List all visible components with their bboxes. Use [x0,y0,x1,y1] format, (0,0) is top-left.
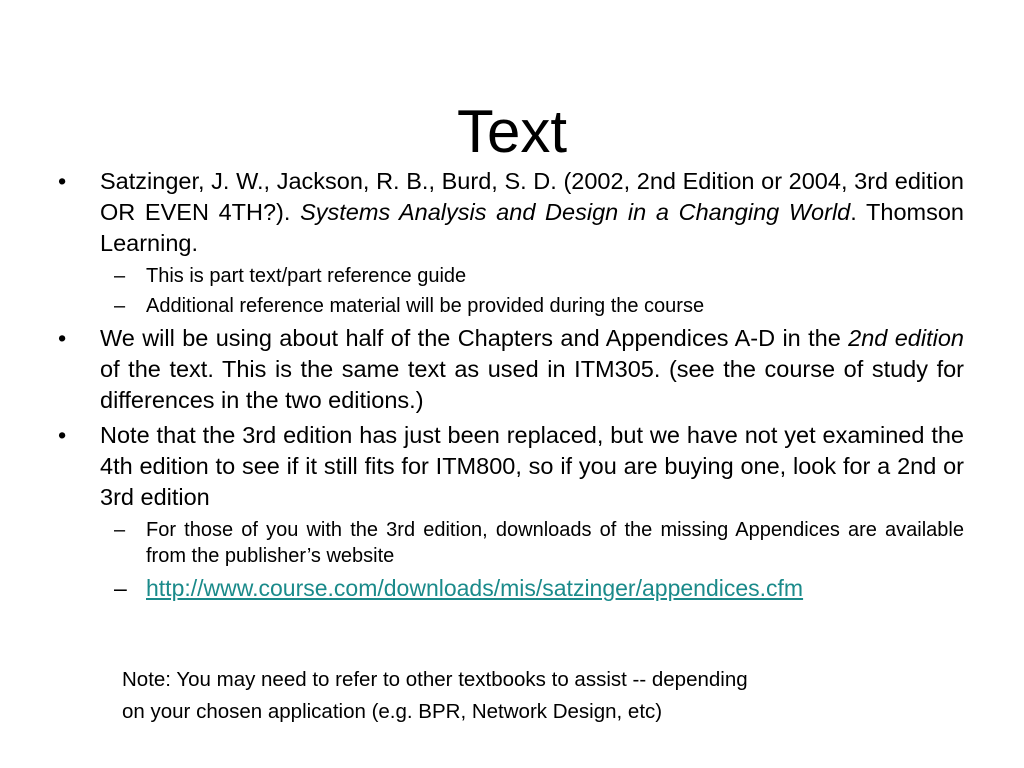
sub-item-text: Additional reference material will be provided during the course [146,295,705,317]
footnote-line: on your chosen application (e.g. BPR, Network Design, etc) [122,700,663,723]
bullet-text: of the text. This is the same text as used in ITM305. (see the course of study for differences in the two editions.) [100,356,964,413]
bullet-item-chapters [56,323,964,416]
bullet-item-textbook [56,166,964,259]
sub-item-link [100,573,964,603]
dash-icon: – [114,519,126,541]
slide-title: Text [456,98,568,165]
slide-content [56,166,964,607]
sub-item [100,263,964,289]
sub-item [100,517,964,569]
bullet-text: . Thomson Learning. [100,199,964,256]
bullet-icon: • [58,325,67,351]
sub-item [100,293,964,319]
dash-icon: – [114,295,126,317]
sub-item-text: For those of you with the 3rd edition, downloads of the missing Appendices are available from the publisher’s website [146,519,964,567]
dash-icon: – [114,265,126,287]
bullet-text: Satzinger, J. W., Jackson, R. B., Burd, S. D. (2002, 2nd Edition or 2004, 3rd edition OR EVEN 4TH?). [100,168,964,225]
bullet-icon: • [58,168,67,194]
book-title: Systems Analysis and Design in a Changing World [300,199,851,225]
edition-italic: 2nd edition [848,325,964,351]
bullet-text: We will be using about half of the Chapters and Appendices A-D in the [100,325,849,351]
appendices-link[interactable]: http://www.course.com/downloads/mis/satzinger/appendices.cfm [146,575,804,601]
footnote [122,664,942,728]
footnote-line: Note: You may need to refer to other textbooks to assist -- depending [122,668,748,691]
bullet-text: Note that the 3rd edition has just been replaced, but we have not yet examined the 4th edition to see if it still fits for ITM800, so if you are buying one, look for a 2nd or 3rd edition [100,422,964,510]
sub-item-text: This is part text/part reference guide [146,265,467,287]
bullet-item-edition-note [56,420,964,513]
dash-icon: – [114,575,127,601]
bullet-icon: • [58,422,67,448]
